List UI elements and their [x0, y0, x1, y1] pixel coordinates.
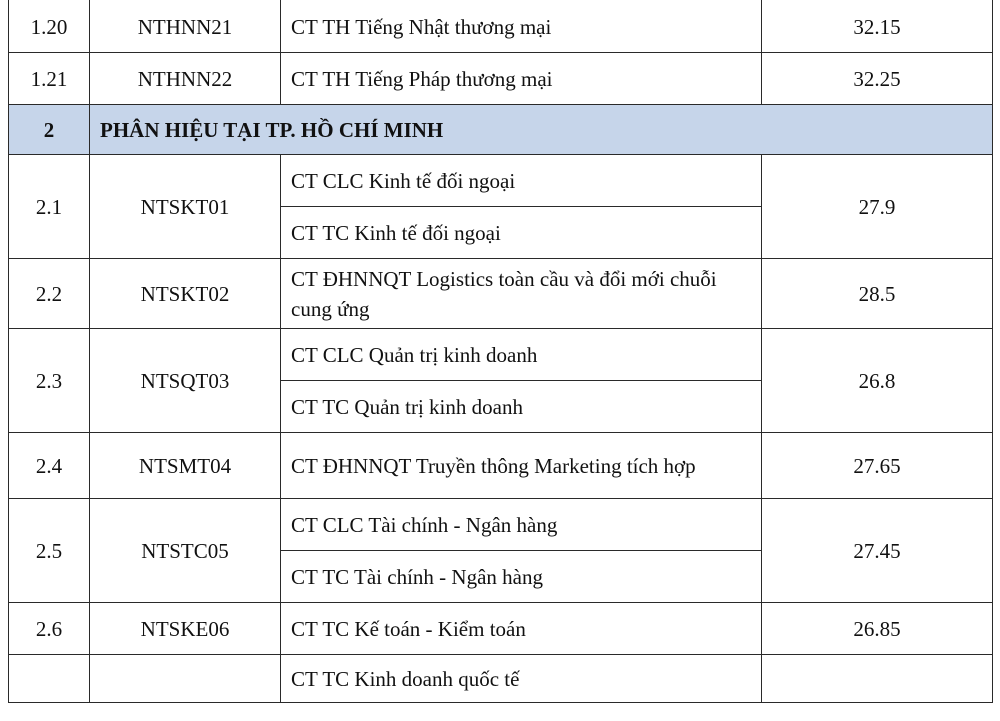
program-name: CT ĐHNNQT Truyền thông Marketing tích hợp [281, 433, 762, 499]
program-code: NTSKE06 [90, 603, 281, 655]
program-name: CT TC Quản trị kinh doanh [281, 381, 762, 433]
program-code: NTHNN21 [90, 1, 281, 53]
row-number: 2.1 [9, 155, 90, 259]
admission-score: 32.15 [762, 1, 993, 53]
program-name: CT ĐHNNQT Logistics toàn cầu và đổi mới chuỗi cung ứng [281, 259, 762, 329]
program-name: CT TC Kinh doanh quốc tế [281, 655, 762, 703]
admission-score: 26.8 [762, 329, 993, 433]
table-row [9, 259, 993, 329]
program-code [90, 655, 281, 703]
row-number: 2.3 [9, 329, 90, 433]
program-name: CT CLC Tài chính - Ngân hàng [281, 499, 762, 551]
table-row [9, 655, 993, 703]
admission-score: 27.45 [762, 499, 993, 603]
admission-score: 32.25 [762, 53, 993, 105]
table-row [9, 329, 993, 381]
table-row [9, 499, 993, 551]
program-code: NTSKT01 [90, 155, 281, 259]
program-name: CT TH Tiếng Pháp thương mại [281, 53, 762, 105]
section-title: PHÂN HIỆU TẠI TP. HỒ CHÍ MINH [90, 105, 993, 155]
row-number: 2.6 [9, 603, 90, 655]
section-header-row [9, 105, 993, 155]
section-number: 2 [9, 105, 90, 155]
row-number: 1.21 [9, 53, 90, 105]
table-row [9, 53, 993, 105]
program-name: CT TC Kế toán - Kiểm toán [281, 603, 762, 655]
program-name: CT TH Tiếng Nhật thương mại [281, 1, 762, 53]
program-code: NTSQT03 [90, 329, 281, 433]
program-code: NTHNN22 [90, 53, 281, 105]
admission-score: 28.5 [762, 259, 993, 329]
row-number: 2.5 [9, 499, 90, 603]
row-number: 2.2 [9, 259, 90, 329]
table-row [9, 155, 993, 207]
row-number: 1.20 [9, 1, 90, 53]
admission-score: 27.65 [762, 433, 993, 499]
row-number: 2.4 [9, 433, 90, 499]
admission-score-table [8, 0, 993, 703]
admission-score: 27.9 [762, 155, 993, 259]
program-name: CT CLC Kinh tế đối ngoại [281, 155, 762, 207]
admission-score: 26.85 [762, 603, 993, 655]
table-row [9, 1, 993, 53]
table-row [9, 433, 993, 499]
program-code: NTSKT02 [90, 259, 281, 329]
program-code: NTSTC05 [90, 499, 281, 603]
program-name: CT TC Kinh tế đối ngoại [281, 207, 762, 259]
table-row [9, 603, 993, 655]
program-name: CT TC Tài chính - Ngân hàng [281, 551, 762, 603]
program-name: CT CLC Quản trị kinh doanh [281, 329, 762, 381]
row-number [9, 655, 90, 703]
admission-score [762, 655, 993, 703]
program-code: NTSMT04 [90, 433, 281, 499]
